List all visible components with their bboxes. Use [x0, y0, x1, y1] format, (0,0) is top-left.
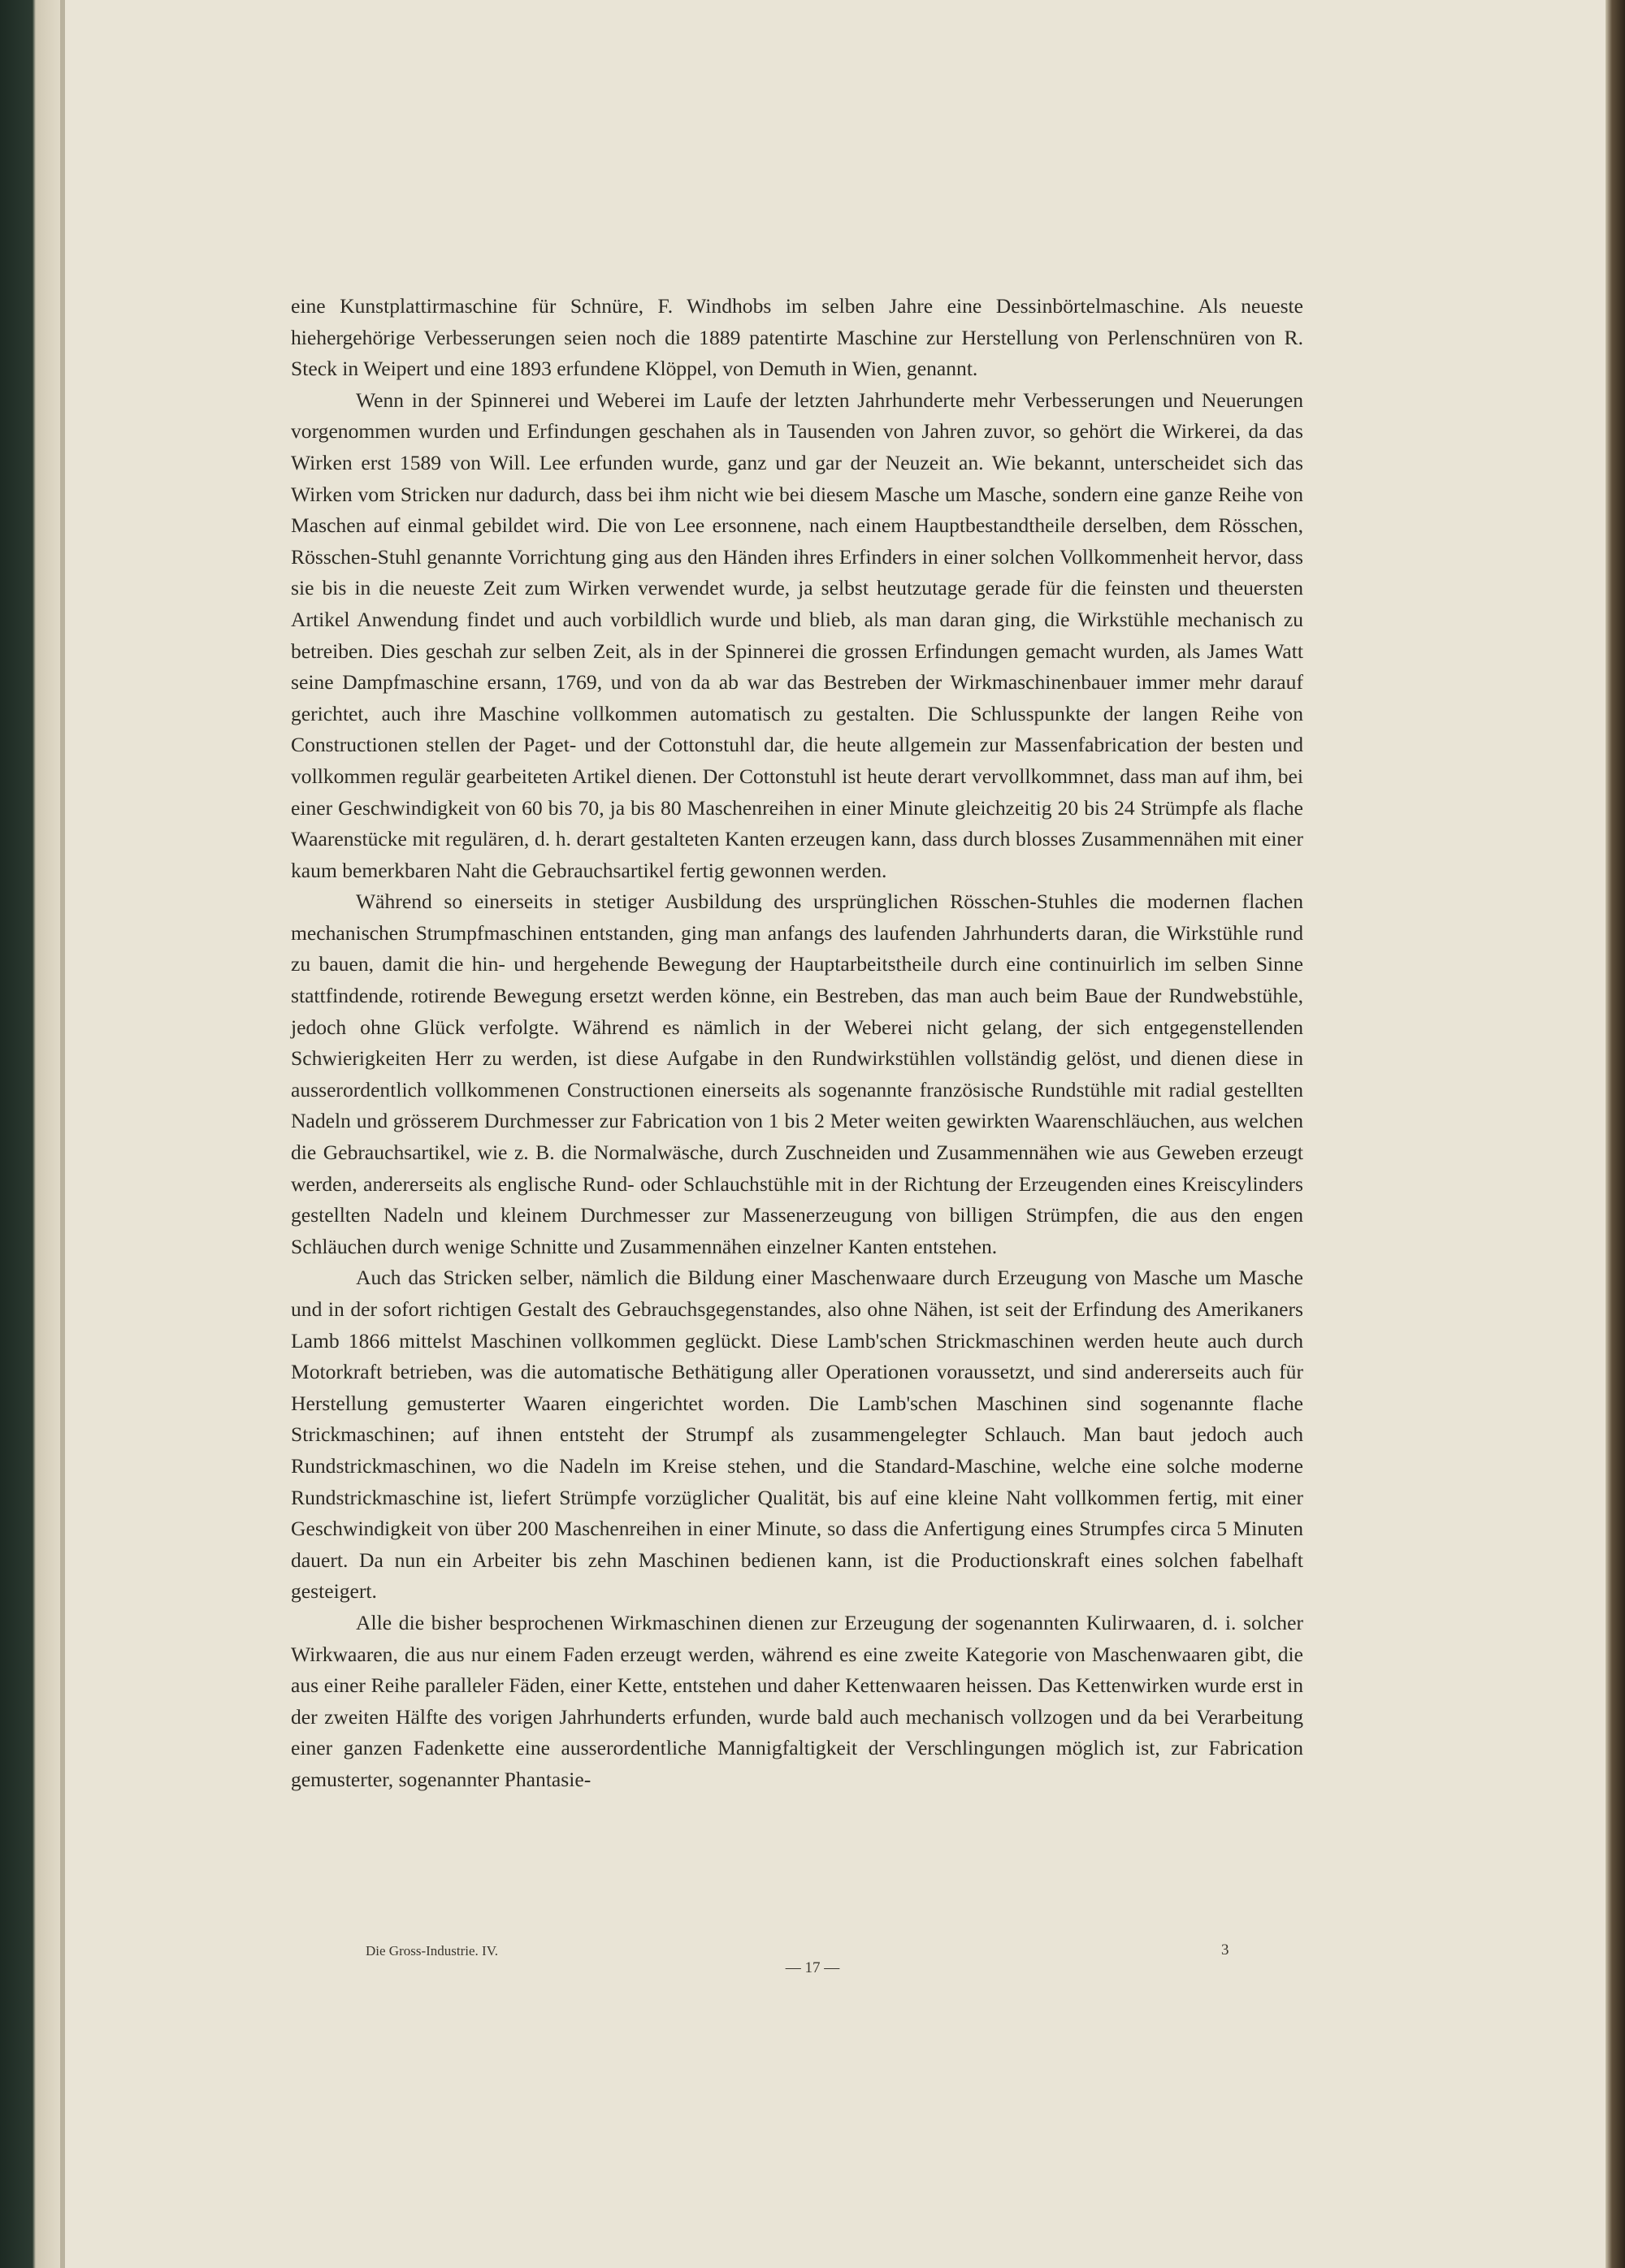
paragraph-5: Alle die bisher besprochenen Wirkmaschinen dienen zur Erzeugung der sogenannten Kulirwaaren, d. i. solcher Wirkwaaren, die aus nur einem Faden erzeugt werden, während es eine zweite Kategorie von Maschenwaaren gibt, die aus einer Reihe paralleler Fäden, einer Kette, entstehen und daher Kettenwaaren heissen. Das Kettenwirken wurde erst in der zweiten Hälfte des vorigen Jahrhunderts erfunden, wurde bald auch mechanisch vollzogen und da bei Verarbeitung einer ganzen Fadenkette eine ausserordentliche Mannigfaltigkeit der Verschlingungen möglich ist, zur Fabrication gemusterter, sogenannter Phantasie- [291, 1610, 1303, 1791]
footer-signature-mark: 3 [1221, 1941, 1229, 1959]
body-text [291, 291, 1303, 1796]
paragraph-2: Wenn in der Spinnerei und Weberei im Laufe der letzten Jahrhunderte mehr Verbesserungen und Neuerungen vorgenommen wurden und Erfindungen geschahen als in Tausenden von Jahren zuvor, so gehört die Wirkerei, da das Wirken erst 1589 von Will. Lee erfunden wurde, ganz und gar der Neuzeit an. Wie bekannt, unterscheidet sich das Wirken vom Stricken nur dadurch, dass bei ihm nicht wie bei diesem Masche um Masche, sondern eine ganze Reihe von Maschen auf einmal gebildet wird. Die von Lee ersonnene, nach einem Hauptbestandtheile derselben, dem Rösschen, Rösschen-Stuhl genannte Vorrichtung ging aus den Händen ihres Erfinders in einer solchen Vollkommenheit hervor, dass sie bis in die neueste Zeit zum Wirken verwendet wurde, ja selbst heutzutage gerade für die feinsten und theuersten Artikel Anwendung findet und auch vorbildlich wurde und blieb, als man daran ging, die Wirkstühle mechanisch zu betreiben. Dies geschah zur selben Zeit, als in der Spinnerei die grossen Erfindungen gemacht wurden, als James Watt seine Dampfmaschine ersann, 1769, und von da ab war das Bestreben der Wirkmaschinenbauer immer mehr darauf gerichtet, auch ihre Maschine vollkommen automatisch zu gestalten. Die Schlusspunkte der langen Reihe von Constructionen stellen der Paget- und der Cottonstuhl dar, die heute allgemein zur Massenfabrication der besten und vollkommen regulär gearbeiteten Artikel dienen. Der Cottonstuhl ist heute derart vervollkommnet, dass man auf ihm, bei einer Geschwindigkeit von 60 bis 70, ja bis 80 Maschenreihen in einer Minute gleichzeitig 20 bis 24 Strümpfe als flache Waarenstücke mit regulären, d. h. derart gestalteten Kanten erzeugen kann, dass durch blosses Zusammennähen mit einer kaum bemerkbaren Naht die Gebrauchsartikel fertig gewonnen werden. [291, 387, 1303, 882]
page-number: — 17 — [785, 1959, 840, 1976]
footer-publication: Die Gross-Industrie. IV. [366, 1943, 499, 1959]
book-binding-left [0, 0, 63, 2268]
paragraph-1: eine Kunstplattirmaschine für Schnüre, F. Windhobs im selben Jahre eine Dessinbörtelmaschine. Als neueste hiehergehörige Verbesserungen seien noch die 1889 patentirte Maschine zur Herstellung von Perlenschnüren von R. Steck in Weipert und eine 1893 erfundene Klöppel, von Demuth in Wien, genannt. [291, 294, 1303, 381]
book-binding-right [1606, 0, 1625, 2268]
paragraph-4: Auch das Stricken selber, nämlich die Bildung einer Maschenwaare durch Erzeugung von Masche um Masche und in der sofort richtigen Gestalt des Gebrauchsgegenstandes, also ohne Nähen, ist seit der Erfindung des Amerikaners Lamb 1866 mittelst Maschinen vollkommen geglückt. Diese Lamb'schen Strickmaschinen werden heute auch durch Motorkraft betrieben, was die automatische Bethätigung aller Operationen voraussetzt, und sind andererseits auch für Herstellung gemusterter Waaren eingerichtet worden. Die Lamb'schen Maschinen sind sogenannte flache Strickmaschinen; auf ihnen entsteht der Strumpf als zusammengelegter Schlauch. Man baut jedoch auch Rundstrickmaschinen, wo die Nadeln im Kreise stehen, und die Standard-Maschine, welche eine solche moderne Rundstrickmaschine ist, liefert Strümpfe vorzüglicher Qualität, bis auf eine kleine Naht vollkommen fertig, mit einer Geschwindigkeit von über 200 Maschenreihen in einer Minute, so dass die Anfertigung eines Strumpfes circa 5 Minuten dauert. Da nun ein Arbeiter bis zehn Maschinen bedienen kann, ist die Productionskraft eines solchen fabelhaft gesteigert. [291, 1266, 1303, 1604]
page-edge [60, 0, 65, 2268]
paragraph-3: Während so einerseits in stetiger Ausbildung des ursprünglichen Rösschen-Stuhles die modernen flachen mechanischen Strumpfmaschinen entstanden, ging man anfangs des laufenden Jahrhunderts daran, die Wirkstühle rund zu bauen, damit die hin- und hergehende Bewegung der Hauptarbeitstheile durch eine continuirlich im selben Sinne stattfindende, rotirende Bewegung ersetzt werden könne, ein Bestreben, das man auch beim Baue der Rundwebstühle, jedoch ohne Glück verfolgte. Während es nämlich in der Weberei nicht gelang, der sich entgegenstellenden Schwierigkeiten Herr zu werden, ist diese Aufgabe in den Rundwirkstühlen vollständig gelöst, und dienen diese in ausserordentlich vollkommenen Constructionen einerseits als sogenannte französische Rundstühle mit radial gestellten Nadeln und grösserem Durchmesser zur Fabrication von 1 bis 2 Meter weiten gewirkten Waarenschläuchen, aus welchen die Gebrauchsartikel, wie z. B. die Normalwäsche, durch Zuschneiden und Zusammennähen wie aus Geweben erzeugt werden, andererseits als englische Rund- oder Schlauchstühle mit in der Richtung der Erzeugenden eines Kreiscylinders gestellten Nadeln und kleinem Durchmesser zur Massenerzeugung von billigen Strümpfen, die aus den engen Schläuchen durch wenige Schnitte und Zusammennähen einzelner Kanten entstehen. [291, 889, 1303, 1258]
